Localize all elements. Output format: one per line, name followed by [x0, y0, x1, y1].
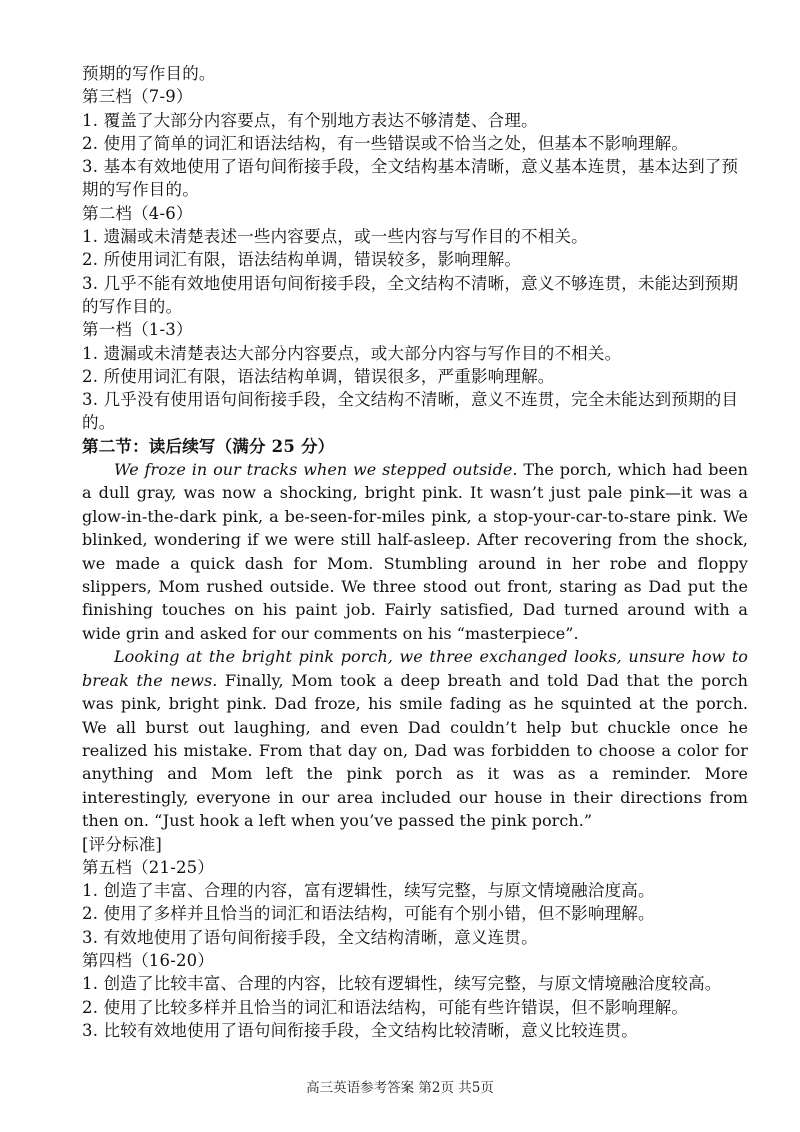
text-line: 1. 创造了比较丰富、合理的内容，比较有逻辑性，续写完整，与原文情境融洽度较高。: [82, 974, 722, 994]
scoring-criteria-heading: [评分标准]: [82, 834, 163, 854]
grade-heading: 第一档（1-3）: [82, 320, 193, 340]
text-line: 2. 使用了简单的词汇和语法结构，有一些错误或不恰当之处，但基本不影响理解。: [82, 133, 689, 153]
text-line: 2. 所使用词汇有限，语法结构单调，错误较多，影响理解。: [82, 250, 522, 270]
text-line: 1. 创造了丰富、合理的内容，富有逻辑性，续写完整，与原文情境融洽度高。: [82, 881, 655, 901]
text-line: 1. 遗漏或未清楚表达大部分内容要点，或大部分内容与写作目的不相关。: [82, 343, 622, 363]
essay-paragraph-1: [82, 458, 748, 645]
essay-opening-sentence-1: We froze in our tracks when we stepped outside.: [114, 460, 518, 480]
essay-paragraph-2: [82, 645, 748, 832]
text-line: 1. 覆盖了大部分内容要点，有个别地方表达不够清楚、合理。: [82, 110, 538, 130]
text-line: 2. 使用了比较多样并且恰当的词汇和语法结构，可能有些许错误，但不影响理解。: [82, 997, 689, 1017]
grade-heading: 第二档（4-6）: [82, 203, 193, 223]
text-line: 2. 所使用词汇有限，语法结构单调，错误很多，严重影响理解。: [82, 366, 555, 386]
essay-body-2: Finally, Mom took a deep breath and told Dad that the porch was pink, bright pink. Dad froze, his smile fading as he squinted at the porch. We all burst out laughing, and even Dad couldn’t help but chuckle once he realized his mistake. From that day on, Dad was forbidden to choose a color for anything and Mom left the pink porch as it was as a reminder. More interestingly, everyone in our area included our house in their directions from then on. “Just hook a left when you’ve passed the pink porch.”: [82, 670, 749, 831]
text-line: 3. 有效地使用了语句间衔接手段，全文结构清晰，意义连贯。: [82, 927, 538, 947]
essay-opening-sentence-2: Looking at the bright pink porch, we three exchanged looks, unsure how to break the news.: [82, 647, 748, 690]
grade-heading: 第五档（21-25）: [82, 857, 215, 877]
text-line: 预期的写作目的。: [82, 64, 216, 83]
text-line: 2. 使用了多样并且恰当的词汇和语法结构，可能有个别小错，但不影响理解。: [82, 904, 655, 924]
text-line: 1. 遗漏或未清楚表述一些内容要点，或一些内容与写作目的不相关。: [82, 227, 588, 247]
text-line: 3. 几乎没有使用语句间衔接手段，全文结构不清晰，意义不连贯，完全未能达到预期的目的。: [82, 390, 739, 433]
section-title: 第二节：读后续写（满分 25 分）: [82, 436, 335, 456]
text-line: 3. 基本有效地使用了语句间衔接手段，全文结构基本清晰，意义基本连贯，基本达到了预期的写作目的。: [82, 157, 739, 200]
text-line: 3. 几乎不能有效地使用语句间衔接手段，全文结构不清晰，意义不够连贯，未能达到预期的写作目的。: [82, 273, 739, 316]
page-footer: 高三英语参考答案 第2页 共5页: [306, 1080, 494, 1096]
text-line: 3. 比较有效地使用了语句间衔接手段，全文结构比较清晰，意义比较连贯。: [82, 1020, 638, 1040]
grade-heading: 第四档（16-20）: [82, 951, 215, 971]
essay-body-1: The porch, which had been a dull gray, was now a shocking, bright pink. It wasn’t just pale pink—it was a glow-in-the-dark pink, a be-seen-for-miles pink, a stop-your-car-to-stare pink. We blinked, wondering if we were still half-asleep. After recovering from the shock, we made a quick dash for Mom. Stumbling around in her robe and floppy slippers, Mom rushed outside. We three stood out front, staring as Dad put the finishing touches on his paint job. Fairly satisfied, Dad turned around with a wide grin and asked for our comments on his “masterpiece”.: [82, 460, 748, 643]
grade-heading: 第三档（7-9）: [82, 87, 193, 107]
